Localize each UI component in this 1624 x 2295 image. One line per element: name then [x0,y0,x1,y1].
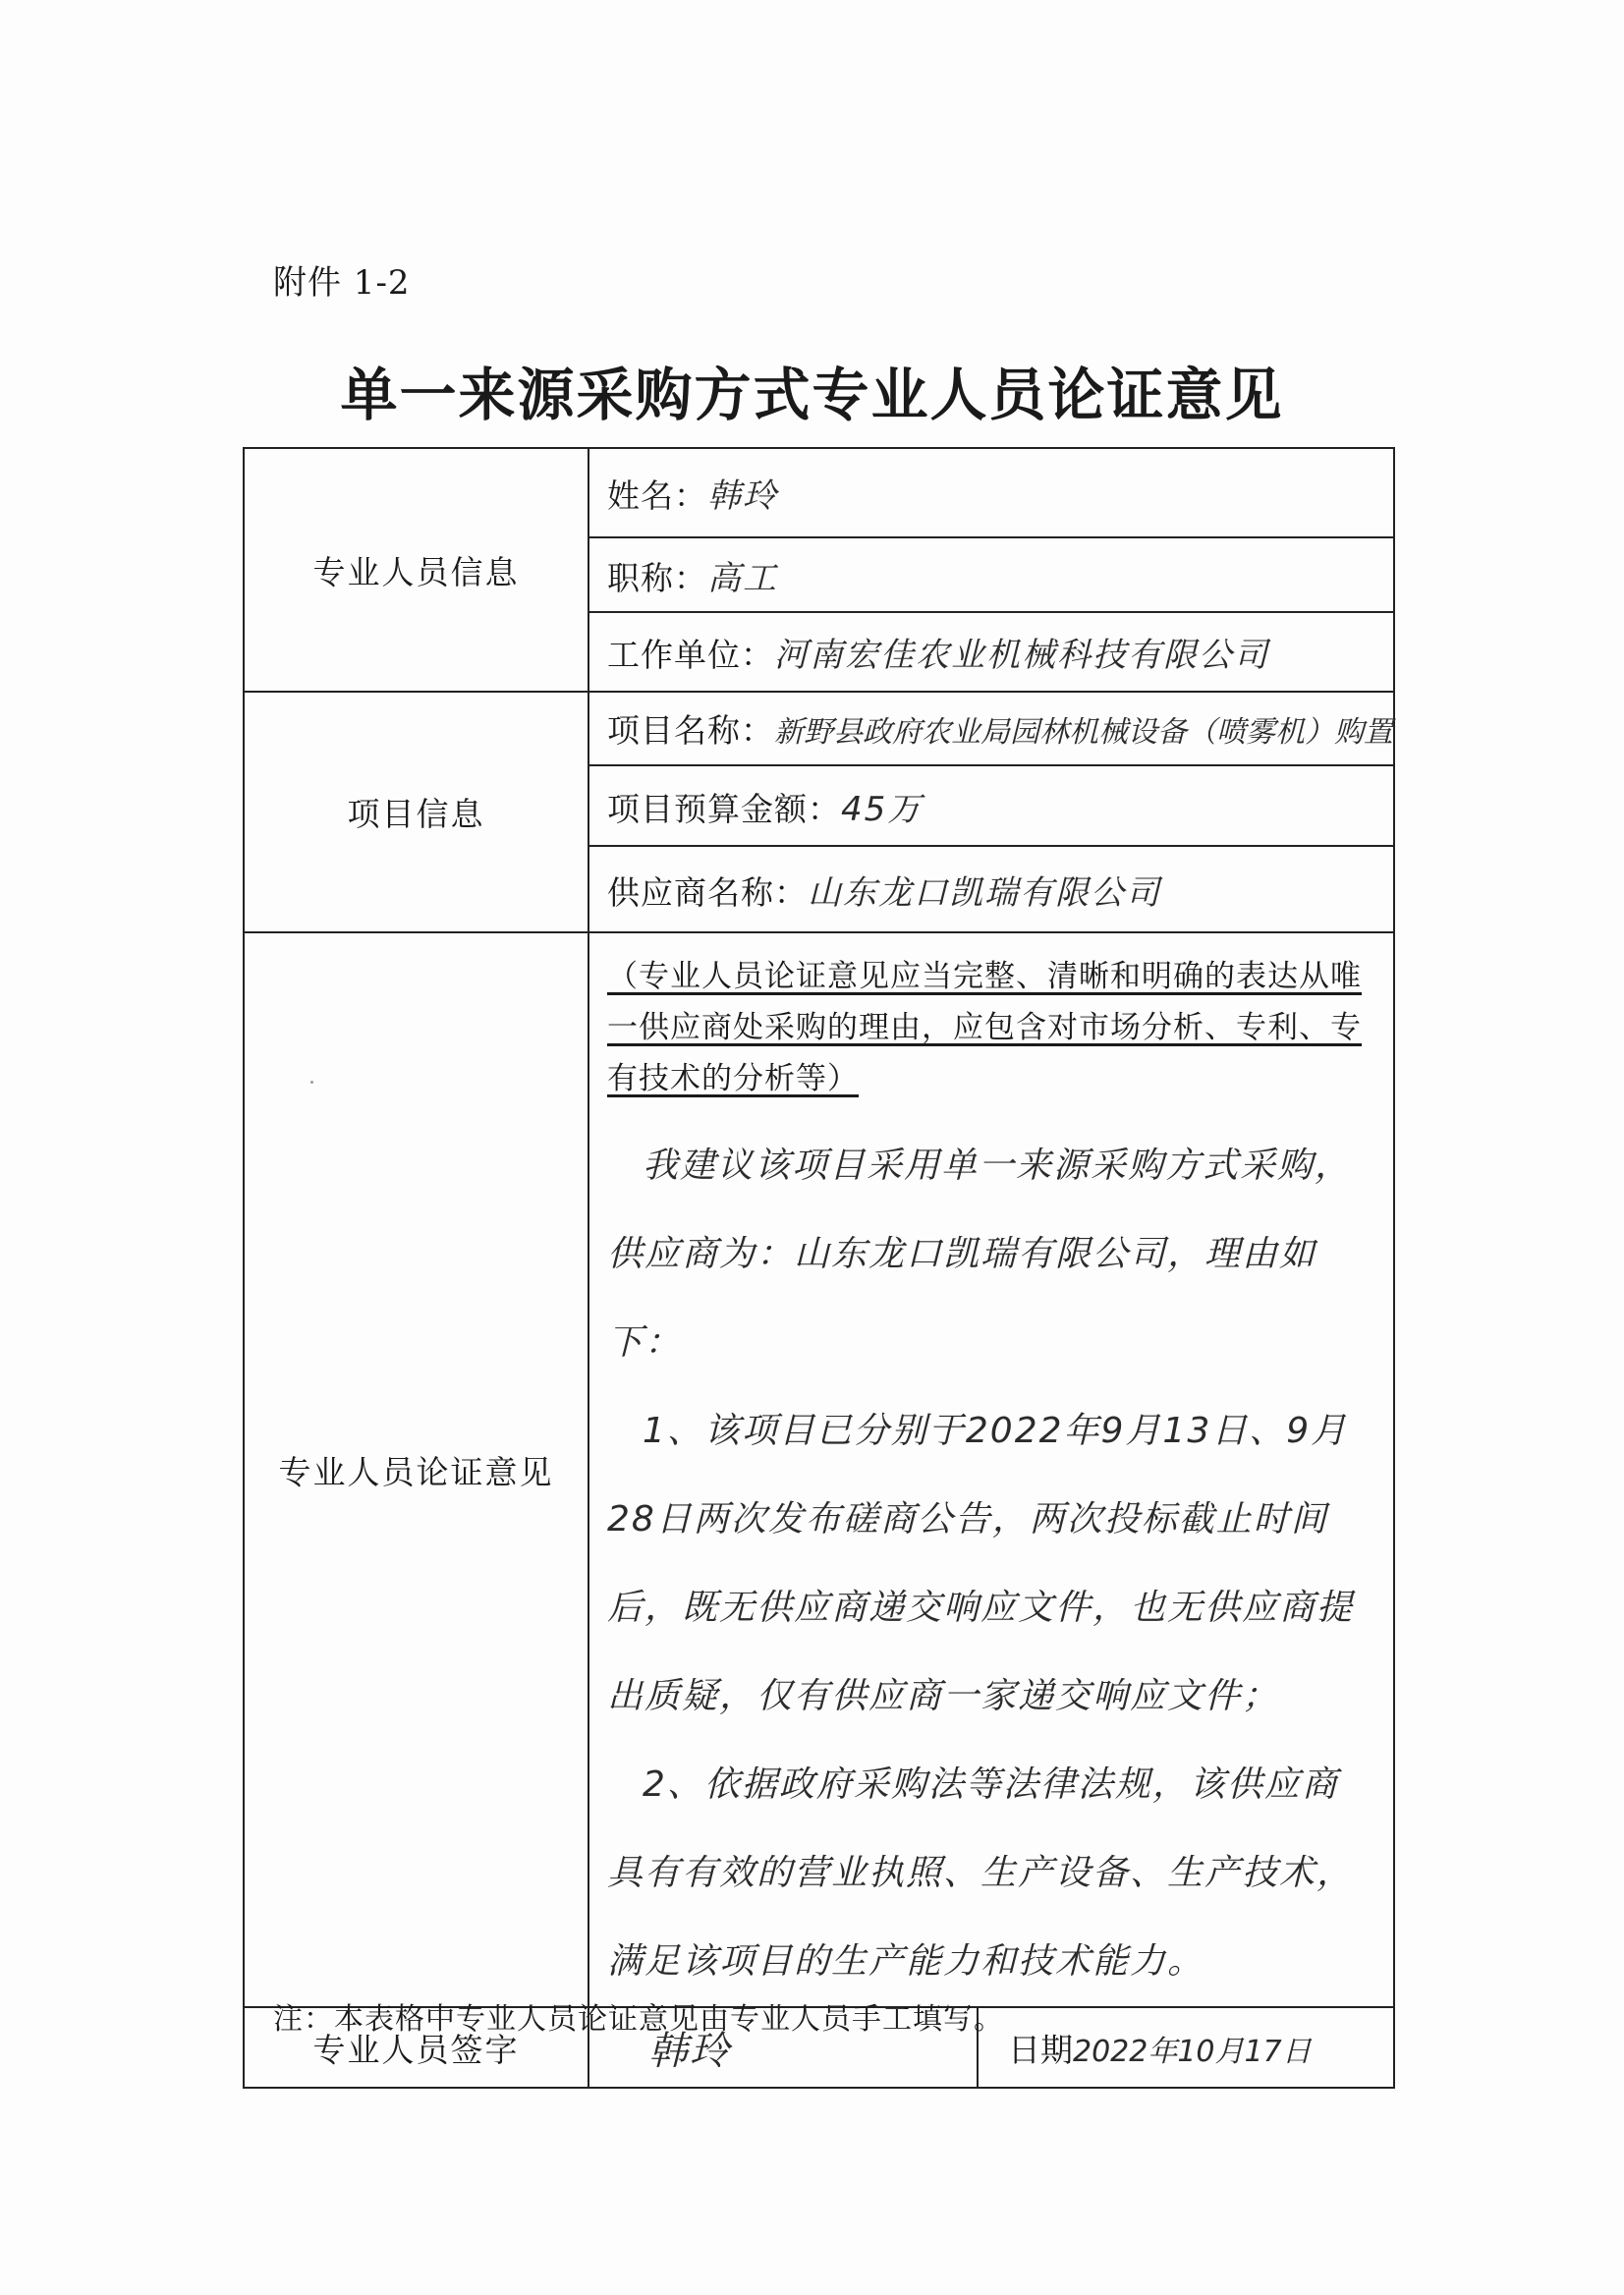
expert-employer-value: 河南宏佳农业机械科技有限公司 [774,636,1269,675]
expert-name-value: 韩玲 [707,476,778,516]
supplier-name-value: 山东龙口凯瑞有限公司 [808,872,1161,913]
project-budget-label: 项目预算金额： [607,789,841,828]
opinion-section-label: 专业人员论证意见 [244,932,588,2007]
date-value: 2022年10月17日 [1073,2034,1312,2069]
project-info-section-label: 项目信息 [244,692,588,932]
opinion-form-table [243,447,1395,2089]
date-label: 日期 [1008,2030,1073,2069]
date-cell [978,2007,1394,2088]
project-budget-field [588,765,1394,846]
expert-employer-field [588,612,1394,692]
attachment-number: 附件 1-2 [273,263,411,303]
project-name-field [588,692,1394,765]
expert-title-value: 高工 [707,558,778,598]
document-title: 单一来源采购方式专业人员论证意见 [340,362,1284,428]
supplier-name-field [588,846,1394,932]
project-name-label: 项目名称： [607,711,774,750]
expert-name-label: 姓名： [607,476,707,515]
expert-title-field [588,537,1394,612]
expert-info-section-label: 专业人员信息 [244,448,588,692]
scan-speck [310,1081,313,1084]
footer-note: 注：本表格中专业人员论证意见由专业人员手工填写。 [273,2002,1004,2037]
project-name-value: 新野县政府农业局园林机械设备（喷雾机）购置 [774,715,1393,750]
opinion-paragraph: 1、该项目已分别于2022年9月13日、9月28日两次发布磋商公告，两次投标截止时间后，既无供应商递交响应文件，也无供应商提出质疑，仅有供应商一家递交响应文件； [607,1411,1355,1716]
expert-name-field [588,448,1394,537]
opinion-paragraph: 我建议该项目采用单一来源采购方式采购，供应商为：山东龙口凯瑞有限公司，理由如下： [607,1146,1353,1363]
opinion-instruction: （专业人员论证意见应当完整、清晰和明确的表达从唯一供应商处采购的理由，应包含对市场分析、专利、专有技术的分析等） [607,959,1362,1096]
signature-section-label: 专业人员签字 [244,2007,588,2088]
opinion-paragraph: 2、依据政府采购法等法律法规，该供应商具有有效的营业执照、生产设备、生产技术，满足该项目的生产能力和技术能力。 [607,1764,1355,1982]
opinion-handwritten-body [607,1122,1375,2006]
expert-employer-label: 工作单位： [607,636,774,674]
expert-signature: 韩玲 [648,2028,731,2074]
expert-title-label: 职称： [607,558,707,597]
opinion-content-cell [588,932,1394,2007]
project-budget-value: 45万 [841,789,924,829]
supplier-name-label: 供应商名称： [607,872,808,912]
